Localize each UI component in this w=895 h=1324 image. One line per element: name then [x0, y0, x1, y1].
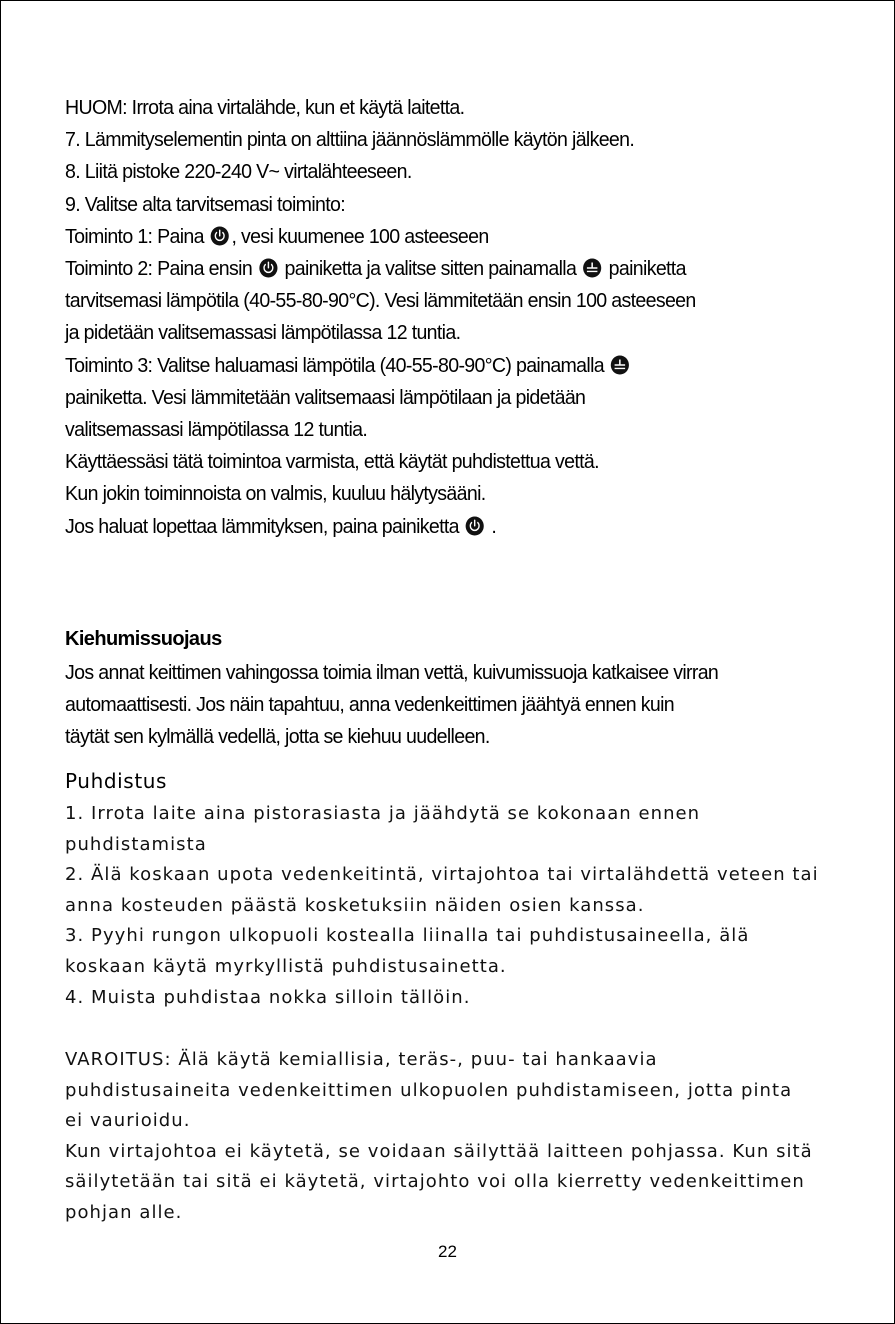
cleaning-line: koskaan käytä myrkyllistä puhdistusainetta.	[65, 955, 507, 977]
function-2-line-3: ja pidetään valitsemassasi lämpötilassa 12 tuntia.	[65, 321, 461, 345]
cleaning-line: puhdistamista	[65, 833, 207, 855]
warning-text	[65, 1045, 864, 1229]
warning-line: pohjan alle.	[65, 1201, 183, 1223]
alarm-note: Kun jokin toiminnoista on valmis, kuuluu hälytysääni.	[65, 482, 486, 506]
boil-line-1: Jos annat keittimen vahingossa toimia ilman vettä, kuivumissuoja katkaisee virran	[65, 661, 719, 684]
stop-line	[65, 511, 828, 543]
function-3-line	[65, 350, 828, 382]
boil-line-2: automaattisesti. Jos näin tapahtuu, anna vedenkeittimen jäähtyä ennen kuin	[65, 693, 675, 717]
cleaning-text	[65, 799, 864, 1013]
function-1-text-a: Toiminto 1: Paina	[65, 224, 209, 248]
item-7: 7. Lämmityselementin pinta on alttiina jäännöslämmölle käytön jälkeen.	[65, 128, 635, 152]
cleaning-heading: Puhdistus	[65, 769, 168, 793]
function-3-line-3: valitsemassasi lämpötilassa 12 tuntia.	[65, 418, 368, 442]
power-icon	[211, 226, 230, 246]
instructions-block	[65, 92, 828, 543]
warning-line: puhdistusaineita vedenkeittimen ulkopuolen puhdistamiseen, jotta pinta	[65, 1079, 793, 1101]
function-2-line	[65, 253, 828, 285]
cleaning-line: 1. Irrota laite aina pistorasiasta ja jäähdytä se kokonaan ennen	[65, 803, 701, 824]
cleaning-line: anna kosteuden päästä kosketuksiin näiden osien kanssa.	[65, 894, 645, 916]
function-2-line-2: tarvitsemasi lämpötila (40-55-80-90°C). Vesi lämmitetään ensin 100 asteeseen	[65, 289, 696, 313]
warning-line: Kun virtajohtoa ei käytetä, se voidaan säilyttää laitteen pohjassa. Kun sitä	[65, 1140, 813, 1162]
function-1-line	[65, 221, 828, 253]
cleaning-line: 4. Muista puhdistaa nokka silloin tällöin.	[65, 986, 471, 1008]
cleaning-line: 3. Pyyhi rungon ulkopuoli kostealla liinalla tai puhdistusaineella, älä	[65, 925, 750, 947]
boil-line-3: täytät sen kylmällä vedellä, jotta se kiehuu uudelleen.	[65, 725, 490, 749]
page-number: 22	[438, 1242, 457, 1261]
stop-text-b: .	[486, 514, 497, 538]
function-2-text-b: painiketta ja valitse sitten painamalla	[279, 257, 581, 281]
function-2-text-a: Toiminto 2: Paina ensin	[65, 257, 257, 281]
note-line: HUOM: Irrota aina virtalähde, kun et käytä laitetta.	[65, 96, 465, 119]
item-8: 8. Liitä pistoke 220-240 V~ virtalähteeseen.	[65, 160, 412, 184]
function-3-text-a: Toiminto 3: Valitse haluamasi lämpötila (40-55-80-90°C) painamalla	[65, 353, 609, 377]
function-1-text-b: , vesi kuumenee 100 asteeseen	[231, 224, 489, 248]
warning-line: ei vaurioidu.	[65, 1110, 191, 1132]
boil-protection-text	[65, 657, 828, 754]
boil-protection-heading: Kiehumissuojaus	[65, 628, 222, 650]
cleaning-line: 2. Älä koskaan upota vedenkeitintä, virtajohtoa tai virtalähdettä veteen tai	[65, 864, 819, 886]
power-icon	[259, 258, 278, 278]
warning-line: VAROITUS: Älä käytä kemiallisia, teräs-, puu- tai hankaavia	[65, 1049, 658, 1070]
warning-line: säilytetään tai sitä ei käytetä, virtajohto voi olla kierretty vedenkeittimen	[65, 1171, 805, 1193]
usage-note: Käyttäessäsi tätä toimintoa varmista, että käytät puhdistettua vettä.	[65, 450, 599, 474]
function-2-text-c: painiketta	[603, 257, 686, 281]
item-9: 9. Valitse alta tarvitsemasi toiminto:	[65, 192, 345, 216]
plus-icon	[583, 258, 602, 278]
plus-icon	[611, 355, 630, 375]
power-icon	[466, 516, 485, 536]
stop-text-a: Jos haluat lopettaa lämmityksen, paina painiketta	[65, 514, 464, 538]
function-3-line-2: painiketta. Vesi lämmitetään valitsemaasi lämpötilaan ja pidetään	[65, 385, 586, 409]
